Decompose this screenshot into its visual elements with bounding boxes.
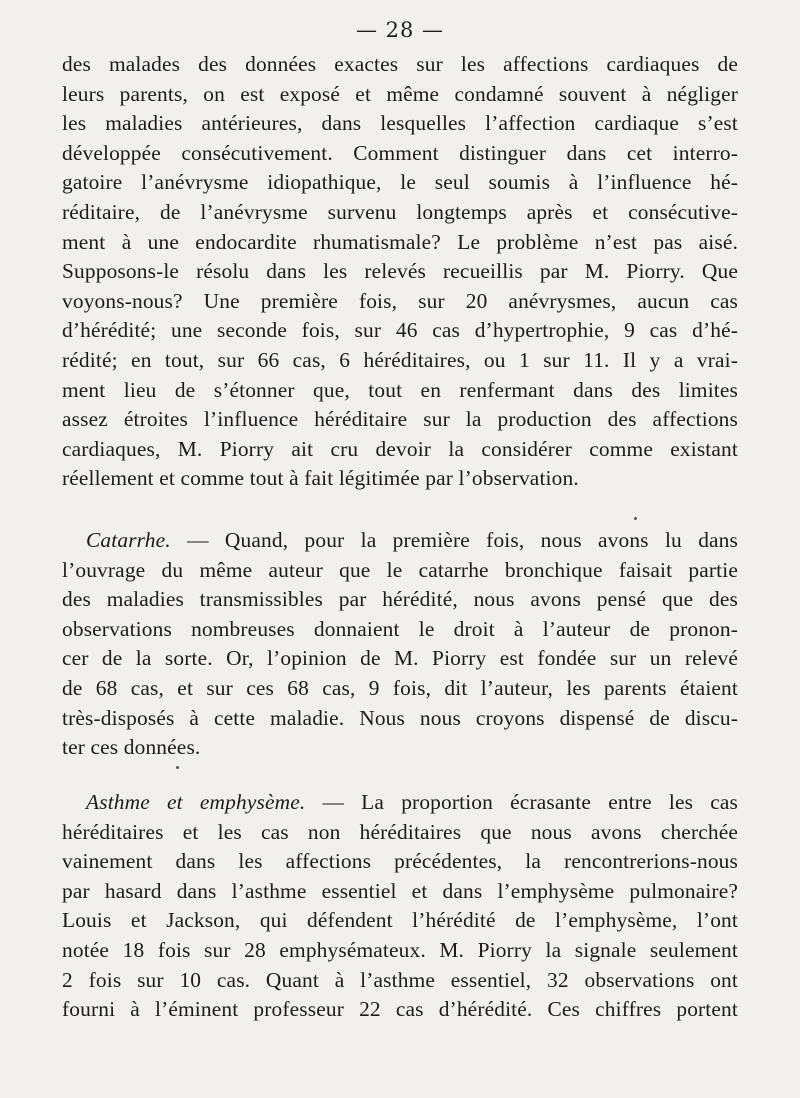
paragraph-asthme [62, 788, 738, 1025]
print-speck [176, 766, 179, 769]
text-line: ment à une endocardite rhumatismale? Le problème n’est pas aisé. [62, 229, 738, 254]
text-line: l’ouvrage du même auteur que le catarrhe bronchique faisait partie [62, 557, 738, 582]
text-line: Supposons-le résolu dans les relevés recueillis par M. Piorry. Que [62, 259, 738, 284]
text-line [62, 788, 738, 818]
text-line: développée consécutivement. Comment distinguer dans cet interro- [62, 140, 738, 165]
text-line: gatoire l’anévrysme idiopathique, le seul soumis à l’influence hé- [62, 170, 738, 195]
text-line: de 68 cas, et sur ces 68 cas, 9 fois, dit l’auteur, les parents étaient [62, 675, 738, 700]
text-line: cer de la sorte. Or, l’opinion de M. Piorry est fondée sur un relevé [62, 646, 738, 671]
section-heading-asthme: Asthme et emphysème. [86, 790, 306, 814]
print-speck [634, 517, 637, 520]
text-line: les maladies antérieures, dans lesquelles l’affection cardiaque s’est [62, 111, 738, 136]
text-line: d’hérédité; une seconde fois, sur 46 cas d’hypertrophie, 9 cas d’hé- [62, 318, 738, 343]
text-line: des maladies transmissibles par hérédité, nous avons pensé que des [62, 587, 738, 612]
text-line: par hasard dans l’asthme essentiel et dans l’emphysème pulmonaire? [62, 878, 738, 903]
text-line: notée 18 fois sur 28 emphysémateux. M. Piorry la signale seulement [62, 937, 738, 962]
text-line: des malades des données exactes sur les affections cardiaques de [62, 52, 738, 76]
text-line [62, 526, 738, 556]
text-line: 2 fois sur 10 cas. Quant à l’asthme essentiel, 32 observations ont [62, 967, 738, 992]
text-line: réditaire, de l’anévrysme survenu longtemps après et consécutive- [62, 199, 738, 224]
text-line: très-disposés à cette maladie. Nous nous croyons dispensé de discu- [62, 705, 738, 730]
text-line: ment lieu de s’étonner que, tout en renfermant dans des limites [62, 377, 738, 402]
text-line: assez étroites l’influence héréditaire sur la production des affections [62, 407, 738, 432]
text-line: rédité; en tout, sur 66 cas, 6 héréditaires, ou 1 sur 11. Il y a vrai- [62, 347, 738, 372]
heading-continuation: — Quand, pour la première fois, nous avons lu dans [170, 528, 738, 552]
text-line: fourni à l’éminent professeur 22 cas d’hérédité. Ces chiffres portent [62, 997, 738, 1022]
paragraph-continuation [62, 50, 738, 494]
text-line: vainement dans les affections précédentes, la rencontrerions-nous [62, 849, 738, 874]
text-line: observations nombreuses donnaient le droit à l’auteur de pronon- [62, 616, 738, 641]
page-number: — 28 — [355, 18, 445, 42]
text-line: Louis et Jackson, qui défendent l’hérédité de l’emphysème, l’ont [62, 908, 738, 933]
text-line: héréditaires et les cas non héréditaires que nous avons cherchée [62, 819, 738, 844]
text-line: cardiaques, M. Piorry ait cru devoir la considérer comme existant [62, 436, 738, 461]
text-line: leurs parents, on est exposé et même condamné souvent à négliger [62, 81, 738, 106]
text-line: ter ces données. [62, 735, 201, 760]
text-line: voyons-nous? Une première fois, sur 20 anévrysmes, aucun cas [62, 288, 738, 313]
paragraph-catarrhe [62, 526, 738, 763]
section-heading-catarrhe: Catarrhe. [86, 528, 171, 552]
text-line: réellement et comme tout à fait légitimée par l’observation. [62, 466, 579, 491]
heading-continuation: — La proportion écrasante entre les cas [305, 790, 738, 814]
